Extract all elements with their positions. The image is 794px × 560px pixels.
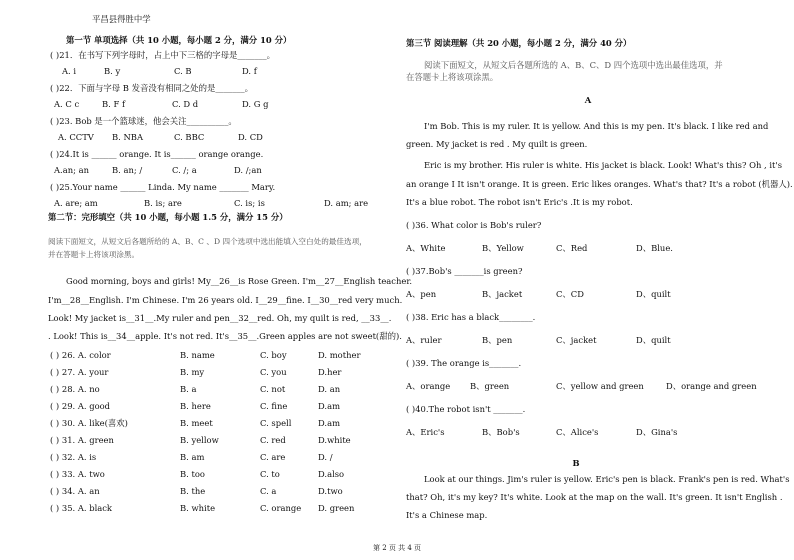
option-b: B. NBA [112,132,144,142]
option-c: C、Red [556,243,588,253]
cloze-option-b: B. here [180,401,211,411]
option-d: D. CD [238,132,263,142]
cloze-option-c: C. to [260,469,280,479]
passage-b-label: B [572,458,580,468]
cloze-option-d: D.also [318,469,345,479]
option-d: D、orange and green [666,381,757,391]
cloze-option-b: B. am [180,452,205,462]
option-a: A. C c [54,99,80,109]
section1-title: 第一节 单项选择（共 10 小题，每小题 2 分，满分 10 分） [66,35,292,45]
cloze-option-c: C. are [260,452,286,462]
cloze-option-b: B. the [180,486,206,496]
cloze-option-a: ( ) 32. A. is [50,452,97,462]
section2-instruction: 阅读下面短文，从短文后各题所给的 A、B、C 、D 四个选项中选出能填入空白处的最佳选项， [48,237,367,246]
question-stem: ( )23. Bob 是一个篮球迷，他会关注__________。 [50,116,237,126]
cloze-option-d: D.am [318,401,341,411]
section3-instruction: 在答题卡上将该项涂黑。 [406,72,499,82]
question-stem: ( )40.The robot isn't _______. [406,404,526,414]
option-b: B、Yellow [482,243,524,253]
cloze-option-d: D.am [318,418,341,428]
option-c: C、yellow and green [556,381,644,391]
option-b: B、jacket [482,289,523,299]
option-a: A、pen [406,289,437,299]
option-a: A. are; am [54,198,98,208]
passage-line: It's a blue robot. The robot isn't Eric's .It is my robot. [406,197,633,207]
option-b: B. is; are [144,198,182,208]
option-b: B、pen [482,335,513,345]
passage-line: Good morning, boys and girls! My__26__is Rose Green. I'm__27__English teacher. [66,276,413,286]
cloze-option-b: B. my [180,367,205,377]
passage-line: Eric is my brother. His ruler is white. His jacket is black. Look! What's this? Oh , it's [424,160,783,170]
passage-line: an orange I It isn't orange. It is green. Eric likes oranges. What's that? It's a robot (机器人). [406,179,793,189]
option-c: C. D d [172,99,199,109]
question-stem: ( )22．下面与字母 B 发音没有相同之处的是_______。 [50,83,254,93]
cloze-option-b: B. meet [180,418,213,428]
option-b: B. y [104,66,121,76]
option-c: C、CD [556,289,584,299]
section2-instruction: 并在答题卡上将该项涂黑。 [48,250,140,259]
option-a: A、orange [406,381,451,391]
cloze-option-c: C. not [260,384,286,394]
cloze-option-c: C. boy [260,350,287,360]
cloze-option-a: ( ) 26. A. color [50,350,111,360]
option-c: C、jacket [556,335,597,345]
passage-line: Look! My jacket is__31__.My ruler and pen__32__red. Oh, my quilt is red, __33__. [48,313,392,323]
section3-instruction: 阅读下面短文，从短文后各题所选的 A、B、C、D 四个选项中选出最佳选项，并 [424,60,723,70]
cloze-option-d: D.white [318,435,351,445]
cloze-option-b: B. name [180,350,215,360]
option-c: C. is; is [234,198,265,208]
option-c: C、Alice's [556,427,599,437]
cloze-option-d: D. green [318,503,355,513]
cloze-option-c: C. fine [260,401,288,411]
cloze-option-d: D.two [318,486,343,496]
cloze-option-d: D.her [318,367,342,377]
passage-line: I'm__28__English. I'm Chinese. I'm 26 years old. I__29__fine. I__30__red very much. [48,295,403,305]
section2-title: 第二节：完形填空（共 10 小题，每小题 1.5 分，满分 15 分） [48,212,288,222]
option-d: D. am; are [324,198,369,208]
option-a: A、Eric's [406,427,445,437]
question-stem: ( )36. What color is Bob's ruler? [406,220,542,230]
question-stem: ( )25.Your name ______ Linda. My name _______ Mary. [50,182,276,192]
cloze-option-c: C. you [260,367,287,377]
option-d: D、quilt [636,289,671,299]
question-stem: ( )24.It is ______ orange. It is______ orange orange. [50,149,264,159]
option-a: A. i [62,66,77,76]
option-c: C. BBC [174,132,205,142]
option-a: A、White [406,243,446,253]
page-footer: 第 2 页 共 4 页 [372,544,422,552]
option-d: D、Blue. [636,243,673,253]
question-stem: ( )39. The orange is_______. [406,358,522,368]
option-d: D. /;an [234,165,262,175]
option-b: B. F f [102,99,126,109]
cloze-option-c: C. spell [260,418,292,428]
cloze-option-a: ( ) 30. A. like(喜欢) [50,418,128,428]
option-a: A. CCTV [58,132,94,142]
cloze-option-c: C. orange [260,503,302,513]
cloze-option-a: ( ) 34. A. an [50,486,100,496]
option-a: A.an; an [54,165,89,175]
option-d: D. f [242,66,257,76]
cloze-option-d: D. an [318,384,341,394]
section3-title: 第三节 阅读理解（共 20 小题，每小题 2 分，满分 40 分） [406,38,632,48]
passage-line: green. My jacket is red . My quilt is green. [406,139,588,149]
question-stem: ( )21．在书写下列字母时，占上中下三格的字母是_______。 [50,50,276,60]
cloze-option-a: ( ) 29. A. good [50,401,111,411]
option-b: B、Bob's [482,427,520,437]
option-d: D. G g [242,99,269,109]
passage-a-label: A [584,95,592,105]
question-stem: ( )38. Eric has a black________. [406,312,536,322]
passage-line: . Look! This is__34__apple. It's not red. It's__35__.Green apples are not sweet(甜的). [48,331,402,341]
cloze-option-b: B. white [180,503,216,513]
cloze-option-c: C. a [260,486,277,496]
passage-line: I'm Bob. This is my ruler. It is yellow. And this is my pen. It's black. I like red and [424,121,769,131]
cloze-option-d: D. mother [318,350,361,360]
option-c: C. B [174,66,192,76]
cloze-option-c: C. red [260,435,286,445]
option-d: D、Gina's [636,427,678,437]
cloze-option-a: ( ) 28. A. no [50,384,100,394]
school-name: 平昌县得胜中学 [92,14,151,24]
cloze-option-b: B. yellow [180,435,219,445]
option-b: B、green [470,381,510,391]
passage-line: that? Oh, it's my key? It's white. Look at the map on the wall. It's green. It isn't English . [406,492,783,502]
cloze-option-d: D. / [318,452,333,462]
question-stem: ( )37.Bob's _______is green? [406,266,523,276]
cloze-option-b: B. too [180,469,205,479]
option-b: B. an; / [112,165,143,175]
cloze-option-a: ( ) 27. A. your [50,367,109,377]
option-a: A、ruler [406,335,442,345]
cloze-option-a: ( ) 35. A. black [50,503,113,513]
passage-line: Look at our things. Jim's ruler is yellow. Eric's pen is black. Frank's pen is red. What's [424,474,790,484]
option-c: C. /; a [172,165,197,175]
cloze-option-a: ( ) 31. A. green [50,435,114,445]
option-d: D、quilt [636,335,671,345]
passage-line: It's a Chinese map. [406,510,488,520]
cloze-option-a: ( ) 33. A. two [50,469,105,479]
cloze-option-b: B. a [180,384,197,394]
